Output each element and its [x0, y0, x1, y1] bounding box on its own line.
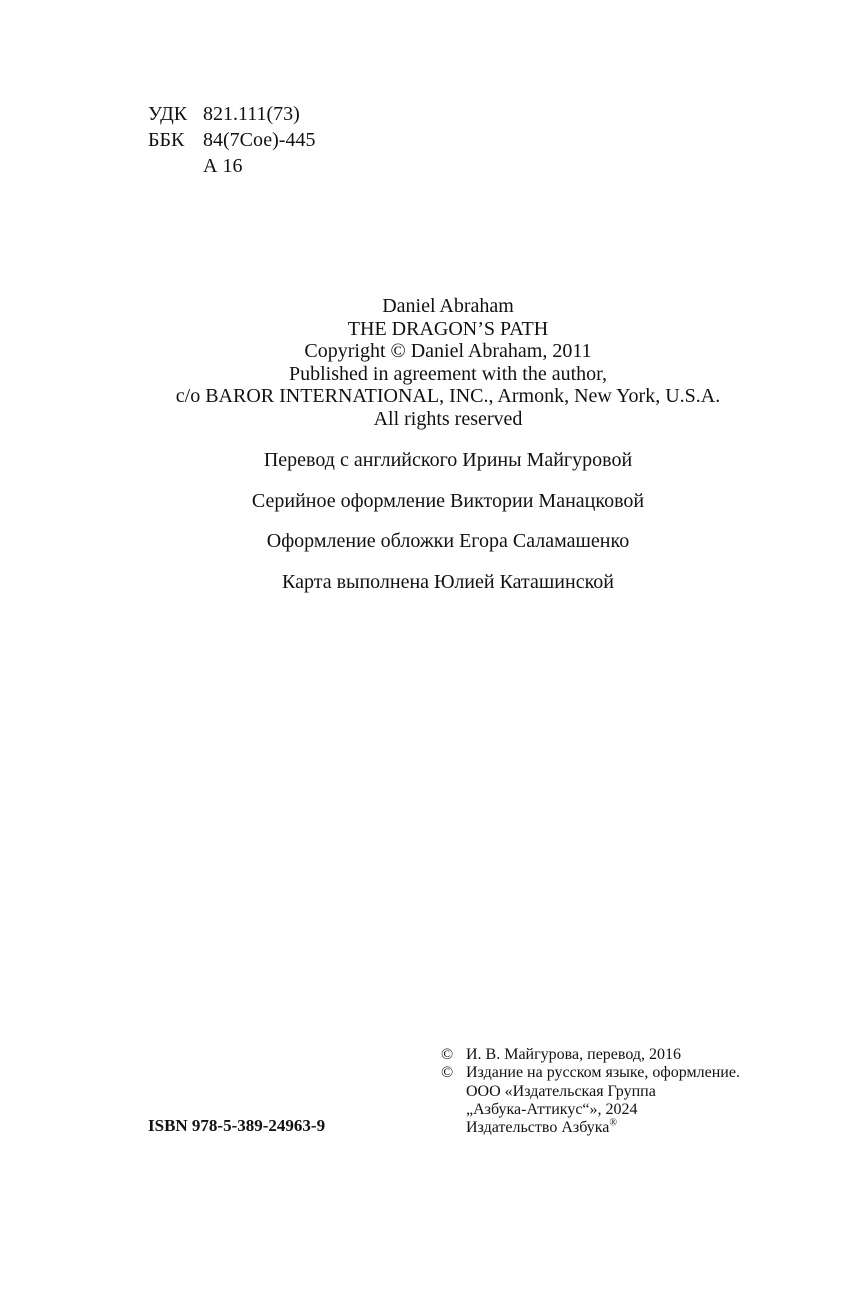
- translation-credit: Перевод с английского Ирины Майгуровой: [263, 449, 633, 471]
- map-credit: Карта выполнена Юлией Каташинской: [282, 570, 614, 593]
- publisher-imprint-row: [441, 1119, 740, 1137]
- credits-block: [0, 448, 856, 610]
- registered-mark: ®: [609, 1117, 617, 1129]
- udk-label: УДК: [148, 103, 188, 125]
- agreement-line: Published in agreement with the author,: [288, 362, 608, 385]
- bbk-row: [148, 127, 315, 153]
- reserved-line: All rights reserved: [373, 407, 523, 430]
- copyright-symbol: ©: [441, 1046, 454, 1063]
- copyright-block: [441, 1046, 740, 1137]
- author-mark-row: [148, 153, 315, 179]
- copyright-line: Copyright © Daniel Abraham, 2011: [304, 340, 592, 362]
- agency-line: c/o BAROR INTERNATIONAL, INC., Armonk, New York, U.S.A.: [175, 385, 721, 407]
- publisher-imprint: Издательство Азбука: [466, 1119, 610, 1137]
- rights-block: [0, 295, 856, 430]
- series-design-credit: Серийное оформление Виктории Манацковой: [251, 489, 645, 512]
- translation-copyright-row: [441, 1046, 740, 1064]
- original-author: Daniel Abraham: [382, 295, 514, 317]
- translation-copyright: И. В. Майгурова, перевод, 2016: [466, 1046, 682, 1063]
- publisher-line-1: ООО «Издательская Группа: [466, 1082, 656, 1100]
- bbk-label: ББК: [148, 129, 185, 151]
- author-mark: А 16: [203, 155, 243, 177]
- classification-block: [148, 101, 315, 179]
- isbn: ISBN 978-5-389-24963-9: [148, 1116, 326, 1135]
- edition-copyright: Издание на русском языке, оформление.: [466, 1064, 740, 1082]
- udk-value: 821.111(73): [203, 103, 300, 125]
- cover-design-credit: Оформление обложки Егора Саламашенко: [266, 530, 630, 552]
- original-title: THE DRAGON’S PATH: [347, 317, 549, 340]
- bbk-value: 84(7Сое)-445: [203, 129, 316, 151]
- publisher-line-2: „Азбука-Аттикус“», 2024: [466, 1100, 638, 1118]
- edition-copyright-row: [441, 1064, 740, 1082]
- udk-row: [148, 101, 315, 127]
- copyright-symbol: ©: [441, 1064, 454, 1082]
